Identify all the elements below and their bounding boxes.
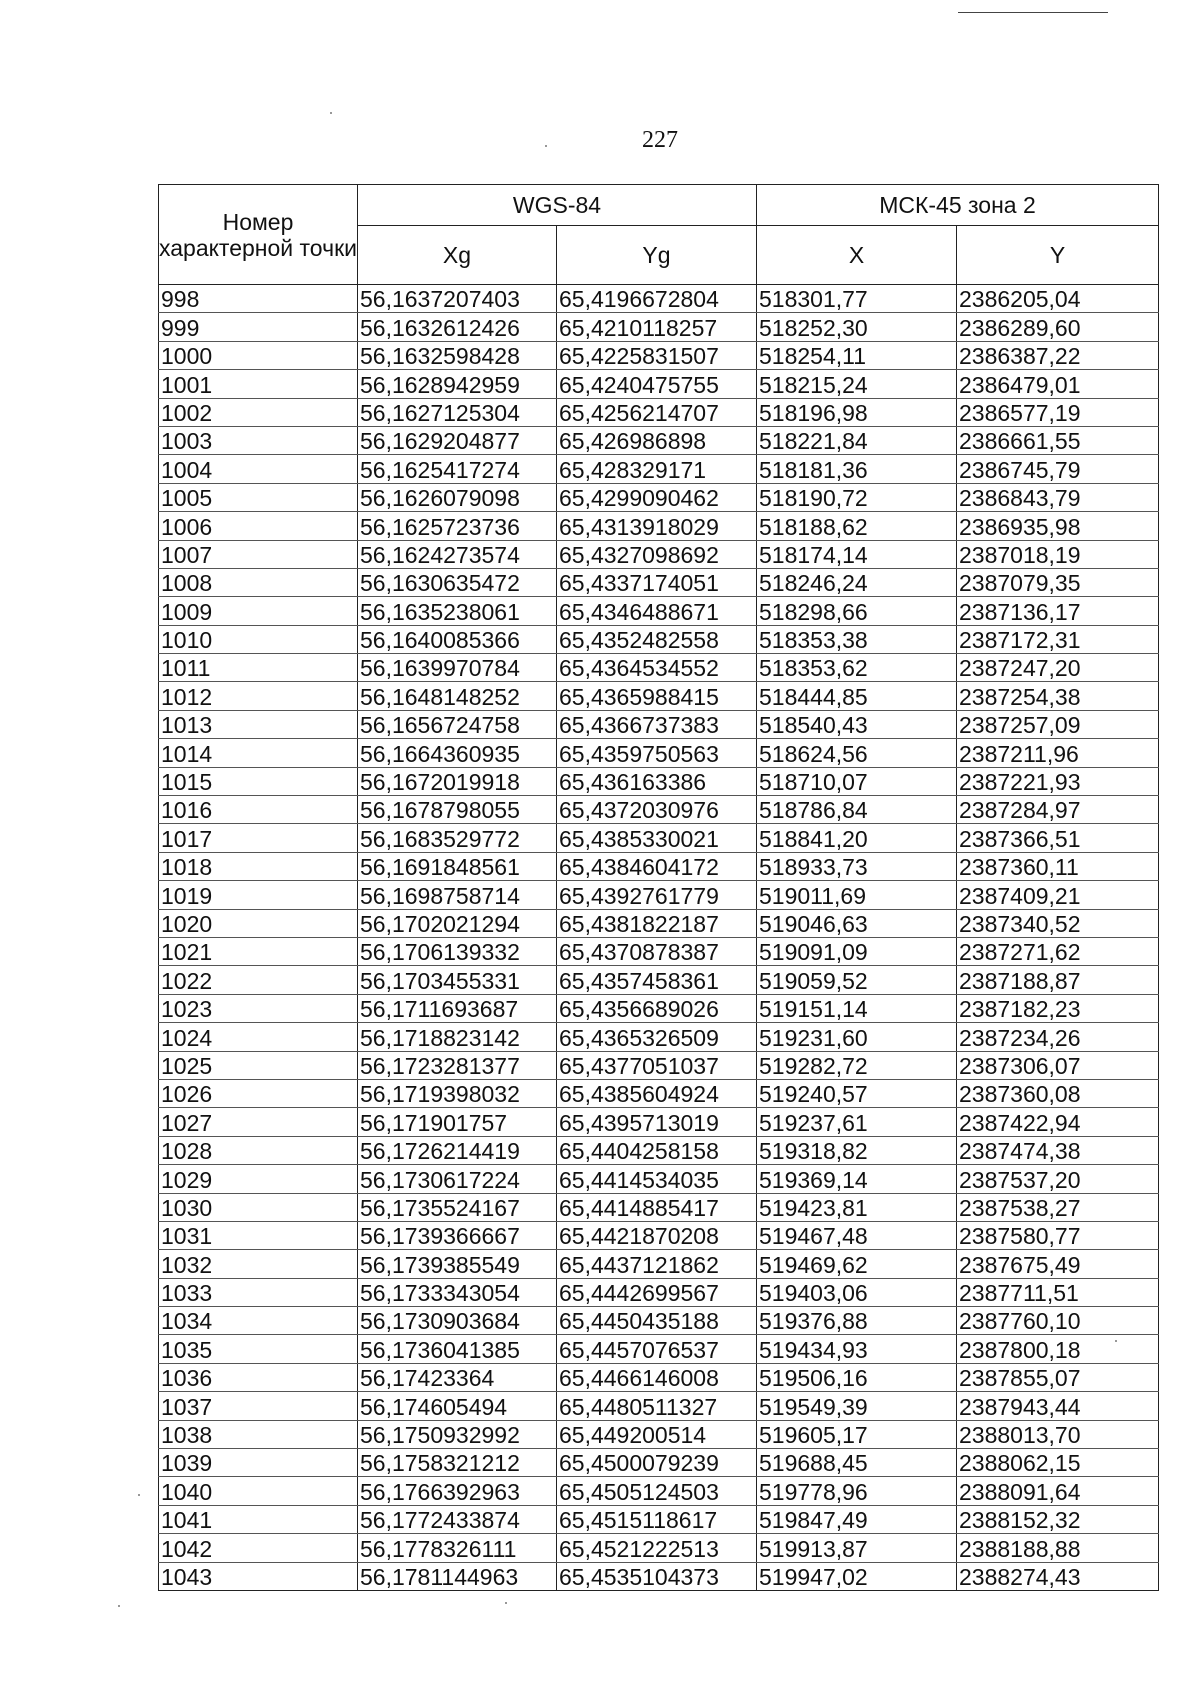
cell-yg: 65,4500079239	[557, 1449, 757, 1477]
cell-yg: 65,4515118617	[557, 1505, 757, 1533]
table-row	[159, 937, 1159, 965]
table-row	[159, 966, 1159, 994]
cell-yg: 65,4196672804	[557, 285, 757, 313]
cell-xg: 56,1702021294	[358, 909, 557, 937]
table-row	[159, 682, 1159, 710]
cell-yg: 65,4437121862	[557, 1250, 757, 1278]
cell-yg: 65,4356689026	[557, 994, 757, 1022]
cell-yg: 65,4385604924	[557, 1079, 757, 1107]
cell-x: 519231,60	[757, 1023, 957, 1051]
cell-yg: 65,4370878387	[557, 937, 757, 965]
cell-xg: 56,1730903684	[358, 1307, 557, 1335]
table-row	[159, 1562, 1159, 1590]
cell-yg: 65,449200514	[557, 1420, 757, 1448]
cell-yg: 65,4357458361	[557, 966, 757, 994]
cell-x: 518174,14	[757, 540, 957, 568]
cell-yg: 65,4421870208	[557, 1221, 757, 1249]
cell-xg: 56,1632598428	[358, 341, 557, 369]
cell-y: 2387538,27	[957, 1193, 1159, 1221]
cell-yg: 65,436163386	[557, 767, 757, 795]
scan-speck	[138, 1494, 140, 1496]
cell-yg: 65,4240475755	[557, 370, 757, 398]
cell-yg: 65,4480511327	[557, 1392, 757, 1420]
cell-y: 2387409,21	[957, 881, 1159, 909]
cell-y: 2386205,04	[957, 285, 1159, 313]
cell-x: 519913,87	[757, 1534, 957, 1562]
cell-point-number: 1000	[159, 341, 358, 369]
cell-xg: 56,1629204877	[358, 426, 557, 454]
table-row	[159, 597, 1159, 625]
table-row	[159, 1221, 1159, 1249]
cell-x: 518190,72	[757, 483, 957, 511]
table-row	[159, 313, 1159, 341]
table-row	[159, 654, 1159, 682]
cell-x: 519282,72	[757, 1051, 957, 1079]
cell-y: 2386745,79	[957, 455, 1159, 483]
table-row	[159, 796, 1159, 824]
header-point-number: Номер характерной точки	[159, 185, 358, 285]
table-row	[159, 852, 1159, 880]
cell-point-number: 999	[159, 313, 358, 341]
cell-yg: 65,4466146008	[557, 1363, 757, 1391]
cell-y: 2387474,38	[957, 1136, 1159, 1164]
cell-xg: 56,1723281377	[358, 1051, 557, 1079]
cell-point-number: 1001	[159, 370, 358, 398]
cell-point-number: 1042	[159, 1534, 358, 1562]
table-row	[159, 512, 1159, 540]
table-row	[159, 370, 1159, 398]
cell-y: 2387221,93	[957, 767, 1159, 795]
cell-yg: 65,4359750563	[557, 739, 757, 767]
cell-point-number: 1007	[159, 540, 358, 568]
cell-x: 519434,93	[757, 1335, 957, 1363]
coordinates-table-container	[158, 184, 1158, 1591]
cell-y: 2387247,20	[957, 654, 1159, 682]
table-row	[159, 426, 1159, 454]
cell-xg: 56,1664360935	[358, 739, 557, 767]
cell-x: 519376,88	[757, 1307, 957, 1335]
cell-xg: 56,1733343054	[358, 1278, 557, 1306]
top-edge-rule	[958, 12, 1108, 13]
cell-point-number: 1004	[159, 455, 358, 483]
cell-y: 2387943,44	[957, 1392, 1159, 1420]
table-row	[159, 1392, 1159, 1420]
table-row	[159, 1079, 1159, 1107]
cell-xg: 56,17423364	[358, 1363, 557, 1391]
cell-xg: 56,1626079098	[358, 483, 557, 511]
cell-x: 519059,52	[757, 966, 957, 994]
cell-x: 519688,45	[757, 1449, 957, 1477]
table-row	[159, 341, 1159, 369]
table-row	[159, 1420, 1159, 1448]
cell-x: 519091,09	[757, 937, 957, 965]
cell-point-number: 1028	[159, 1136, 358, 1164]
table-row	[159, 1136, 1159, 1164]
cell-xg: 56,1624273574	[358, 540, 557, 568]
cell-yg: 65,4210118257	[557, 313, 757, 341]
cell-point-number: 1032	[159, 1250, 358, 1278]
cell-x: 518710,07	[757, 767, 957, 795]
scan-speck	[330, 112, 332, 114]
cell-yg: 65,4313918029	[557, 512, 757, 540]
cell-point-number: 1025	[159, 1051, 358, 1079]
header-wgs84: WGS-84	[358, 185, 757, 226]
cell-yg: 65,4366737383	[557, 710, 757, 738]
cell-xg: 56,1766392963	[358, 1477, 557, 1505]
table-row	[159, 625, 1159, 653]
cell-yg: 65,4346488671	[557, 597, 757, 625]
cell-x: 519506,16	[757, 1363, 957, 1391]
cell-xg: 56,1630635472	[358, 568, 557, 596]
cell-x: 519318,82	[757, 1136, 957, 1164]
cell-yg: 65,4414534035	[557, 1165, 757, 1193]
cell-yg: 65,428329171	[557, 455, 757, 483]
cell-xg: 56,1736041385	[358, 1335, 557, 1363]
cell-x: 519947,02	[757, 1562, 957, 1590]
cell-point-number: 998	[159, 285, 358, 313]
cell-y: 2387422,94	[957, 1108, 1159, 1136]
cell-x: 519240,57	[757, 1079, 957, 1107]
scan-speck	[1115, 1340, 1117, 1342]
coordinates-table	[158, 184, 1159, 1591]
cell-x: 519403,06	[757, 1278, 957, 1306]
cell-y: 2387271,62	[957, 937, 1159, 965]
cell-x: 519423,81	[757, 1193, 957, 1221]
cell-x: 518933,73	[757, 852, 957, 880]
cell-yg: 65,4365988415	[557, 682, 757, 710]
cell-y: 2387254,38	[957, 682, 1159, 710]
cell-xg: 56,1778326111	[358, 1534, 557, 1562]
cell-xg: 56,174605494	[358, 1392, 557, 1420]
cell-xg: 56,1735524167	[358, 1193, 557, 1221]
cell-yg: 65,4337174051	[557, 568, 757, 596]
cell-y: 2387537,20	[957, 1165, 1159, 1193]
cell-xg: 56,1750932992	[358, 1420, 557, 1448]
cell-y: 2387366,51	[957, 824, 1159, 852]
cell-x: 519046,63	[757, 909, 957, 937]
cell-y: 2387580,77	[957, 1221, 1159, 1249]
cell-xg: 56,1772433874	[358, 1505, 557, 1533]
table-row	[159, 398, 1159, 426]
cell-xg: 56,1637207403	[358, 285, 557, 313]
cell-xg: 56,1640085366	[358, 625, 557, 653]
table-row	[159, 285, 1159, 313]
cell-y: 2386935,98	[957, 512, 1159, 540]
cell-yg: 65,4327098692	[557, 540, 757, 568]
cell-point-number: 1033	[159, 1278, 358, 1306]
cell-y: 2387079,35	[957, 568, 1159, 596]
cell-xg: 56,1627125304	[358, 398, 557, 426]
cell-point-number: 1008	[159, 568, 358, 596]
table-row	[159, 710, 1159, 738]
cell-point-number: 1013	[159, 710, 358, 738]
cell-x: 519011,69	[757, 881, 957, 909]
header-y: Y	[957, 226, 1159, 285]
cell-y: 2387136,17	[957, 597, 1159, 625]
cell-xg: 56,1730617224	[358, 1165, 557, 1193]
cell-y: 2387284,97	[957, 796, 1159, 824]
cell-point-number: 1029	[159, 1165, 358, 1193]
table-row	[159, 909, 1159, 937]
table-row	[159, 1307, 1159, 1335]
cell-x: 518254,11	[757, 341, 957, 369]
cell-y: 2387760,10	[957, 1307, 1159, 1335]
page-number: 227	[642, 127, 678, 153]
table-row	[159, 881, 1159, 909]
cell-point-number: 1034	[159, 1307, 358, 1335]
cell-xg: 56,1698758714	[358, 881, 557, 909]
cell-point-number: 1016	[159, 796, 358, 824]
cell-xg: 56,1739366667	[358, 1221, 557, 1249]
cell-yg: 65,4364534552	[557, 654, 757, 682]
table-row	[159, 1193, 1159, 1221]
cell-x: 518188,62	[757, 512, 957, 540]
cell-y: 2386577,19	[957, 398, 1159, 426]
cell-x: 518353,62	[757, 654, 957, 682]
table-row	[159, 1335, 1159, 1363]
cell-point-number: 1011	[159, 654, 358, 682]
cell-xg: 56,1726214419	[358, 1136, 557, 1164]
cell-yg: 65,4392761779	[557, 881, 757, 909]
scan-speck	[505, 1602, 507, 1604]
header-msk45: МСК-45 зона 2	[757, 185, 1159, 226]
cell-y: 2387018,19	[957, 540, 1159, 568]
header-x: X	[757, 226, 957, 285]
cell-point-number: 1043	[159, 1562, 358, 1590]
header-row-top	[159, 185, 1159, 226]
cell-y: 2386479,01	[957, 370, 1159, 398]
cell-y: 2386661,55	[957, 426, 1159, 454]
cell-xg: 56,1706139332	[358, 937, 557, 965]
table-row	[159, 568, 1159, 596]
table-row	[159, 455, 1159, 483]
cell-x: 519847,49	[757, 1505, 957, 1533]
cell-point-number: 1027	[159, 1108, 358, 1136]
cell-yg: 65,4225831507	[557, 341, 757, 369]
cell-x: 519549,39	[757, 1392, 957, 1420]
cell-yg: 65,4535104373	[557, 1562, 757, 1590]
cell-xg: 56,1639970784	[358, 654, 557, 682]
cell-yg: 65,426986898	[557, 426, 757, 454]
cell-x: 518252,30	[757, 313, 957, 341]
cell-point-number: 1022	[159, 966, 358, 994]
cell-point-number: 1038	[159, 1420, 358, 1448]
cell-point-number: 1012	[159, 682, 358, 710]
table-row	[159, 1505, 1159, 1533]
cell-yg: 65,4505124503	[557, 1477, 757, 1505]
cell-xg: 56,1672019918	[358, 767, 557, 795]
table-body	[159, 285, 1159, 1591]
cell-yg: 65,4352482558	[557, 625, 757, 653]
table-row	[159, 1051, 1159, 1079]
cell-y: 2387711,51	[957, 1278, 1159, 1306]
cell-point-number: 1018	[159, 852, 358, 880]
cell-point-number: 1009	[159, 597, 358, 625]
cell-xg: 56,1711693687	[358, 994, 557, 1022]
table-row	[159, 1023, 1159, 1051]
cell-point-number: 1024	[159, 1023, 358, 1051]
cell-y: 2386289,60	[957, 313, 1159, 341]
cell-point-number: 1031	[159, 1221, 358, 1249]
table-row	[159, 1250, 1159, 1278]
cell-yg: 65,4521222513	[557, 1534, 757, 1562]
table-row	[159, 1278, 1159, 1306]
cell-y: 2386387,22	[957, 341, 1159, 369]
cell-point-number: 1014	[159, 739, 358, 767]
cell-point-number: 1017	[159, 824, 358, 852]
cell-point-number: 1010	[159, 625, 358, 653]
cell-yg: 65,4256214707	[557, 398, 757, 426]
cell-y: 2387800,18	[957, 1335, 1159, 1363]
cell-y: 2387360,08	[957, 1079, 1159, 1107]
cell-yg: 65,4457076537	[557, 1335, 757, 1363]
cell-xg: 56,1656724758	[358, 710, 557, 738]
scan-speck	[118, 1605, 120, 1607]
cell-yg: 65,4384604172	[557, 852, 757, 880]
cell-point-number: 1041	[159, 1505, 358, 1533]
cell-x: 518181,36	[757, 455, 957, 483]
cell-x: 518298,66	[757, 597, 957, 625]
cell-x: 518221,84	[757, 426, 957, 454]
header-xg: Xg	[358, 226, 557, 285]
cell-point-number: 1015	[159, 767, 358, 795]
table-row	[159, 994, 1159, 1022]
cell-point-number: 1019	[159, 881, 358, 909]
cell-point-number: 1040	[159, 1477, 358, 1505]
table-row	[159, 483, 1159, 511]
cell-xg: 56,1632612426	[358, 313, 557, 341]
cell-yg: 65,4372030976	[557, 796, 757, 824]
cell-x: 518196,98	[757, 398, 957, 426]
cell-xg: 56,1758321212	[358, 1449, 557, 1477]
cell-y: 2388188,88	[957, 1534, 1159, 1562]
cell-point-number: 1020	[159, 909, 358, 937]
cell-point-number: 1030	[159, 1193, 358, 1221]
cell-y: 2387211,96	[957, 739, 1159, 767]
cell-y: 2387306,07	[957, 1051, 1159, 1079]
cell-yg: 65,4404258158	[557, 1136, 757, 1164]
cell-point-number: 1039	[159, 1449, 358, 1477]
cell-point-number: 1036	[159, 1363, 358, 1391]
cell-point-number: 1006	[159, 512, 358, 540]
cell-xg: 56,171901757	[358, 1108, 557, 1136]
header-yg: Yg	[557, 226, 757, 285]
cell-y: 2387675,49	[957, 1250, 1159, 1278]
table-header	[159, 185, 1159, 285]
table-row	[159, 540, 1159, 568]
table-row	[159, 739, 1159, 767]
cell-xg: 56,1718823142	[358, 1023, 557, 1051]
cell-yg: 65,4414885417	[557, 1193, 757, 1221]
cell-yg: 65,4365326509	[557, 1023, 757, 1051]
cell-xg: 56,1628942959	[358, 370, 557, 398]
cell-y: 2387855,07	[957, 1363, 1159, 1391]
cell-point-number: 1026	[159, 1079, 358, 1107]
cell-y: 2388274,43	[957, 1562, 1159, 1590]
cell-point-number: 1037	[159, 1392, 358, 1420]
cell-y: 2387257,09	[957, 710, 1159, 738]
cell-point-number: 1035	[159, 1335, 358, 1363]
cell-xg: 56,1739385549	[358, 1250, 557, 1278]
cell-yg: 65,4381822187	[557, 909, 757, 937]
cell-point-number: 1023	[159, 994, 358, 1022]
cell-y: 2387182,23	[957, 994, 1159, 1022]
cell-point-number: 1002	[159, 398, 358, 426]
cell-x: 519237,61	[757, 1108, 957, 1136]
cell-xg: 56,1691848561	[358, 852, 557, 880]
cell-xg: 56,1683529772	[358, 824, 557, 852]
cell-xg: 56,1635238061	[358, 597, 557, 625]
cell-y: 2387234,26	[957, 1023, 1159, 1051]
cell-x: 518246,24	[757, 568, 957, 596]
table-row	[159, 1534, 1159, 1562]
cell-x: 518301,77	[757, 285, 957, 313]
cell-x: 518786,84	[757, 796, 957, 824]
cell-y: 2388013,70	[957, 1420, 1159, 1448]
cell-point-number: 1005	[159, 483, 358, 511]
cell-x: 519151,14	[757, 994, 957, 1022]
cell-x: 518624,56	[757, 739, 957, 767]
cell-y: 2387340,52	[957, 909, 1159, 937]
cell-y: 2386843,79	[957, 483, 1159, 511]
table-row	[159, 767, 1159, 795]
table-row	[159, 824, 1159, 852]
cell-yg: 65,4450435188	[557, 1307, 757, 1335]
cell-x: 519467,48	[757, 1221, 957, 1249]
cell-x: 518444,85	[757, 682, 957, 710]
cell-x: 518353,38	[757, 625, 957, 653]
cell-xg: 56,1703455331	[358, 966, 557, 994]
table-row	[159, 1449, 1159, 1477]
scan-speck	[545, 145, 547, 147]
cell-xg: 56,1781144963	[358, 1562, 557, 1590]
cell-yg: 65,4377051037	[557, 1051, 757, 1079]
cell-x: 519369,14	[757, 1165, 957, 1193]
table-row	[159, 1363, 1159, 1391]
table-row	[159, 1477, 1159, 1505]
cell-xg: 56,1719398032	[358, 1079, 557, 1107]
cell-xg: 56,1648148252	[358, 682, 557, 710]
cell-y: 2387172,31	[957, 625, 1159, 653]
cell-y: 2387360,11	[957, 852, 1159, 880]
cell-y: 2387188,87	[957, 966, 1159, 994]
cell-y: 2388091,64	[957, 1477, 1159, 1505]
cell-x: 519778,96	[757, 1477, 957, 1505]
cell-point-number: 1003	[159, 426, 358, 454]
cell-xg: 56,1625417274	[358, 455, 557, 483]
cell-x: 518841,20	[757, 824, 957, 852]
cell-y: 2388062,15	[957, 1449, 1159, 1477]
cell-x: 518540,43	[757, 710, 957, 738]
cell-yg: 65,4385330021	[557, 824, 757, 852]
cell-yg: 65,4442699567	[557, 1278, 757, 1306]
table-row	[159, 1165, 1159, 1193]
cell-xg: 56,1678798055	[358, 796, 557, 824]
table-row	[159, 1108, 1159, 1136]
cell-yg: 65,4299090462	[557, 483, 757, 511]
cell-xg: 56,1625723736	[358, 512, 557, 540]
cell-x: 518215,24	[757, 370, 957, 398]
cell-x: 519469,62	[757, 1250, 957, 1278]
cell-point-number: 1021	[159, 937, 358, 965]
cell-y: 2388152,32	[957, 1505, 1159, 1533]
cell-x: 519605,17	[757, 1420, 957, 1448]
cell-yg: 65,4395713019	[557, 1108, 757, 1136]
